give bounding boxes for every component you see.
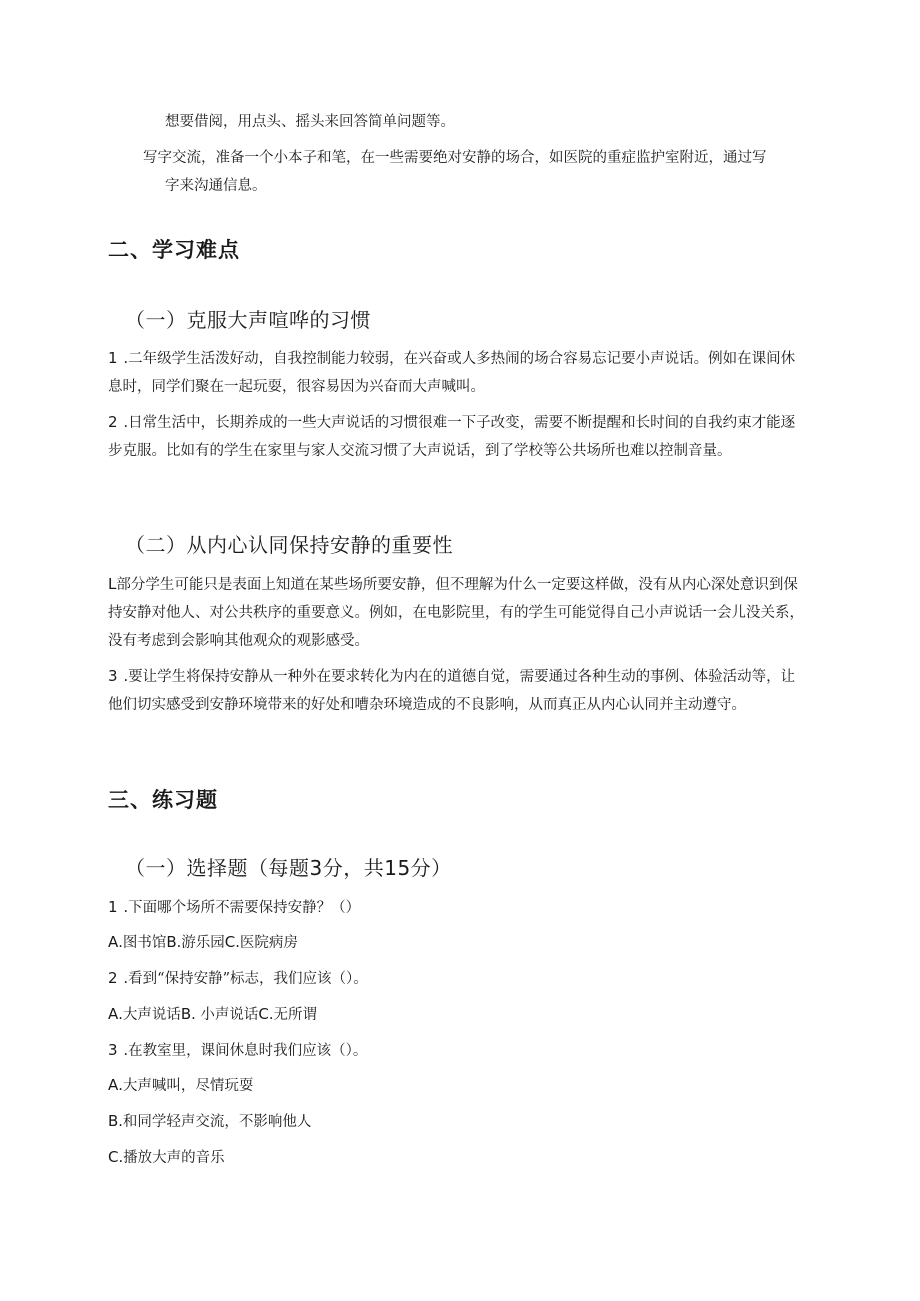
option-a-letter: A <box>108 933 119 951</box>
question-2 <box>108 968 368 989</box>
option-text: .和同学轻声交流，不影响他人 <box>118 1114 312 1130</box>
item-number: 1 <box>108 349 118 367</box>
item-text: .二年级学生活泼好动，自我控制能力较弱，在兴奋或人多热闹的场合容易忘记要小声说话。例如在课间休息时，同学们聚在一起玩耍，很容易因为兴奋而大声喊叫。 <box>108 351 796 395</box>
difficulty-item-1 <box>108 344 808 401</box>
subheading-inner-recognition: （二）从内心认同保持安静的重要性 <box>125 533 453 557</box>
question-number: 2 <box>108 969 118 987</box>
item-number: 2 <box>108 413 118 431</box>
question-1-options <box>108 932 298 953</box>
item-text: 部分学生可能只是表面上知道在某些场所要安静，但不理解为什么一定要这样做，没有从内心深处意识到保持安静对他人、对公共秩序的重要意义。例如，在电影院里，有的学生可能觉得自己小声说话一会儿没关系，没有考虑到会影响其他观众的观影感受。 <box>108 577 804 649</box>
intro-line-2a: 写字交流，准备一个小本子和笔，在一些需要绝对安静的场合，如医院的重症监护室附近，通过写 <box>143 150 767 166</box>
option-letter: B <box>108 1112 119 1130</box>
subheading-multiple-choice: （一）选择题（每题3分，共15分） <box>125 856 452 880</box>
option-a-text: .大声说话 <box>118 1007 181 1023</box>
subheading-overcome-loud-habit: （一）克服大声喧哗的习惯 <box>125 308 371 332</box>
question-number: 1 <box>108 898 118 916</box>
item-text: .要让学生将保持安静从一种外在要求转化为内在的道德自觉，需要通过各种生动的事例、体验活动等，让他们切实感受到安静环境带来的好处和嘈杂环境造成的不良影响，从而真正从内心认同并主动遵守。 <box>108 669 796 713</box>
option-text: .播放大声的音乐 <box>118 1150 225 1166</box>
option-b-text: .游乐园 <box>176 935 225 951</box>
option-a-text: .图书馆 <box>118 935 167 951</box>
option-b-letter: B <box>166 933 177 951</box>
difficulty-item-3 <box>108 570 808 655</box>
question-text: .下面哪个场所不需要保持安静？（） <box>123 900 361 916</box>
option-letter: C <box>108 1148 119 1166</box>
question-1 <box>108 897 360 918</box>
option-c-letter: C <box>224 933 236 951</box>
intro-line-2 <box>143 144 823 200</box>
option-c-letter: C <box>258 1005 269 1023</box>
option-c-text: .无所谓 <box>268 1007 317 1023</box>
intro-line-1: 想要借阅，用点头、摇头来回答简单问题等。 <box>165 114 455 130</box>
option-b-letter: B <box>180 1005 192 1023</box>
question-number: 3 <box>108 1041 118 1059</box>
question-2-options <box>108 1004 317 1025</box>
option-c-text: .医院病房 <box>235 935 298 951</box>
difficulty-item-4 <box>108 662 808 719</box>
question-3-option-c <box>108 1147 225 1168</box>
item-number: L <box>108 575 117 593</box>
section-heading-difficulties: 二、学习难点 <box>108 238 240 262</box>
question-3-option-a <box>108 1075 253 1096</box>
option-a-letter: A <box>108 1005 119 1023</box>
option-b-text: . 小声说话 <box>191 1007 259 1023</box>
question-text: .在教室里，课间休息时我们应该（）。 <box>123 1043 368 1059</box>
intro-line-2b: 字来沟通信息。 <box>165 178 267 194</box>
option-letter: A <box>108 1076 119 1094</box>
question-3 <box>108 1040 367 1061</box>
option-text: .大声喊叫，尽情玩耍 <box>118 1078 254 1094</box>
question-3-option-b <box>108 1111 311 1132</box>
question-text: .看到“保持安静”标志，我们应该（）。 <box>123 971 368 987</box>
item-number: 3 <box>108 667 118 685</box>
item-text: .日常生活中，长期养成的一些大声说话的习惯很难一下子改变，需要不断提醒和长时间的自我约束才能逐步克服。比如有的学生在家里与家人交流习惯了大声说话，到了学校等公共场所也难以控制音量。 <box>108 415 796 459</box>
section-heading-exercises: 三、练习题 <box>108 788 218 812</box>
difficulty-item-2 <box>108 408 808 465</box>
